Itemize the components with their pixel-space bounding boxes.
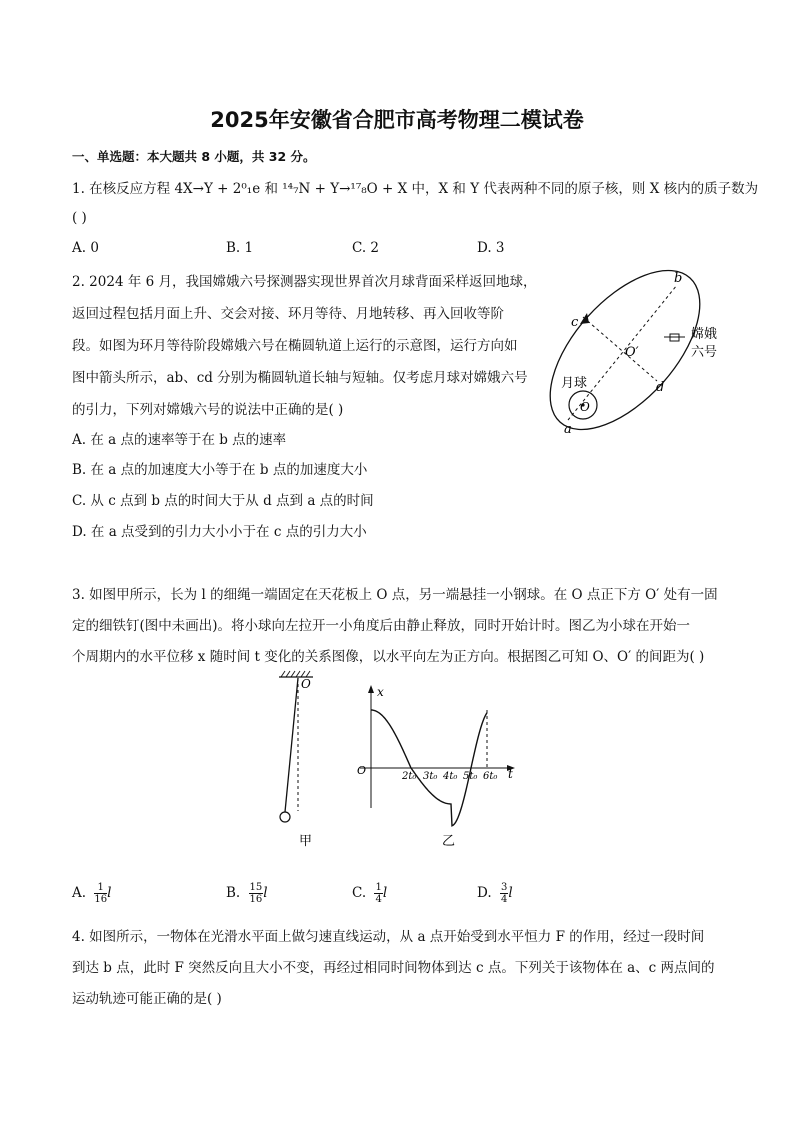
q3-stem-line-3: 个周期内的水平位移 x 随时间 t 变化的关系图像，以水平向左为正方向。根据图乙可知 O、O′ 的间距为( ) — [72, 649, 705, 665]
minor-axis-cd — [583, 317, 657, 381]
pendulum-ball — [280, 812, 290, 822]
label-a: a — [564, 422, 572, 437]
q4-stem-line-2: 到达 b 点，此时 F 突然反向且大小不变，再经过相同时间物体到达 c 点。下列关于该物体在 a、c 两点间的 — [72, 960, 715, 976]
label-b: b — [674, 271, 683, 286]
numerator: 1 — [94, 882, 107, 894]
q4-stem-line-3: 运动轨迹可能正确的是( ) — [72, 991, 222, 1007]
probe-label-2: 六号 — [691, 345, 718, 360]
numerator: 15 — [249, 882, 263, 893]
q2-stem-line-4: 图中箭头所示，ab、cd 分别为椭圆轨道长轴与短轴。仅考虑月球对嫦娥六号 — [72, 370, 528, 386]
option-letter: B. — [226, 885, 241, 901]
q1-option-b[interactable]: B. 1 — [226, 240, 254, 256]
q1-stem-line-1: 1. 在核反应方程 4X→Y + 2⁰₁e 和 ¹⁴₇N + Y→¹⁷₈O + X 中，X 和 Y 代表两种不同的原子核，则 X 核内的质子数为 — [72, 181, 759, 197]
y-axis-arrow-icon — [368, 685, 374, 693]
q4-stem-line-1: 4. 如图所示，一物体在光滑水平面上做匀速直线运动，从 a 点开始受到水平恒力 F 的作用，经过一段时间 — [72, 929, 705, 945]
variable: l — [263, 885, 268, 901]
tick-5t0: 5t₀ — [463, 771, 478, 782]
tick-2t0: 2t₀ — [402, 771, 417, 782]
pendulum-string — [285, 678, 298, 812]
tick-4t0: 4t₀ — [443, 771, 458, 782]
q1-option-a[interactable]: A. 0 — [72, 240, 99, 256]
section-heading: 一、单选题：本大题共 8 小题，共 32 分。 — [72, 149, 316, 164]
denominator: 16 — [94, 894, 108, 905]
page-title: 2025年安徽省合肥市高考物理二模试卷 — [210, 108, 584, 132]
q3-option-b[interactable] — [226, 882, 268, 905]
tick-3t0: 3t₀ — [423, 771, 438, 782]
q1-option-d[interactable]: D. 3 — [477, 240, 505, 256]
q3-stem-line-1: 3. 如图甲所示，长为 l 的细绳一端固定在天花板上 O 点，另一端悬挂一小钢球。在 O 点正下方 O′ 处有一固 — [72, 587, 718, 603]
q3-option-a[interactable] — [72, 882, 111, 905]
q3-stem-line-2: 定的细铁钉(图中未画出)。将小球向左拉开一小角度后由静止释放，同时开始计时。图乙为小球在开始一 — [72, 618, 691, 634]
label-moon-center: O — [580, 400, 590, 414]
label-c: c — [571, 315, 579, 330]
q2-stem-line-5: 的引力，下列对嫦娥六号的说法中正确的是( ) — [72, 402, 344, 418]
numerator: 3 — [500, 882, 508, 893]
q2-option-c[interactable]: C. 从 c 点到 b 点的时间大于从 d 点到 a 点的时间 — [72, 493, 374, 509]
q2-stem-line-3: 段。如图为环月等待阶段嫦娥六号在椭圆轨道上运行的示意图，运行方向如 — [72, 338, 518, 354]
caption-jia: 甲 — [299, 834, 313, 849]
q2-option-b[interactable]: B. 在 a 点的加速度大小等于在 b 点的加速度大小 — [72, 462, 368, 478]
label-d: d — [656, 380, 665, 395]
numerator: 1 — [375, 882, 382, 893]
probe-label-1: 嫦娥 — [691, 327, 718, 342]
option-letter: D. — [477, 885, 492, 901]
variable: l — [508, 885, 513, 901]
variable: l — [382, 885, 388, 901]
x-axis-label: t — [508, 767, 513, 781]
q2-stem-line-1: 2. 2024 年 6 月，我国嫦娥六号探测器实现世界首次月球背面采样返回地球， — [72, 274, 537, 290]
caption-yi: 乙 — [442, 834, 456, 849]
q2-stem-line-2: 返回过程包括月面上升、交会对接、环月等待、月地转移、再入回收等阶 — [72, 306, 504, 322]
y-axis-label: x — [377, 685, 384, 699]
denominator: 4 — [500, 894, 508, 905]
q1-stem-line-2: ( ) — [72, 210, 87, 226]
option-letter: C. — [352, 885, 367, 901]
q2-option-d[interactable]: D. 在 a 点受到的引力大小小于在 c 点的引力大小 — [72, 524, 367, 540]
pendulum-figure — [265, 668, 525, 858]
tick-6t0: 6t₀ — [483, 771, 498, 782]
fraction — [249, 882, 264, 905]
denominator: 4 — [375, 894, 382, 905]
orbit-figure — [545, 265, 730, 440]
q3-option-d[interactable] — [477, 882, 513, 905]
direction-arrow-icon — [580, 313, 589, 324]
label-o-prime: O′ — [625, 345, 639, 360]
moon-label: 月球 — [561, 376, 588, 391]
denominator: 16 — [249, 894, 263, 905]
fraction — [374, 882, 382, 905]
q1-option-c[interactable]: C. 2 — [352, 240, 380, 256]
fraction — [94, 882, 107, 905]
probe-icon — [664, 334, 685, 341]
variable: l — [107, 885, 112, 901]
pendulum-top-label: O — [301, 677, 311, 691]
q2-option-a[interactable]: A. 在 a 点的速率等于在 b 点的速率 — [72, 432, 287, 448]
q3-option-c[interactable] — [352, 882, 387, 905]
origin-label: O — [357, 764, 367, 777]
option-letter: A. — [72, 885, 87, 901]
